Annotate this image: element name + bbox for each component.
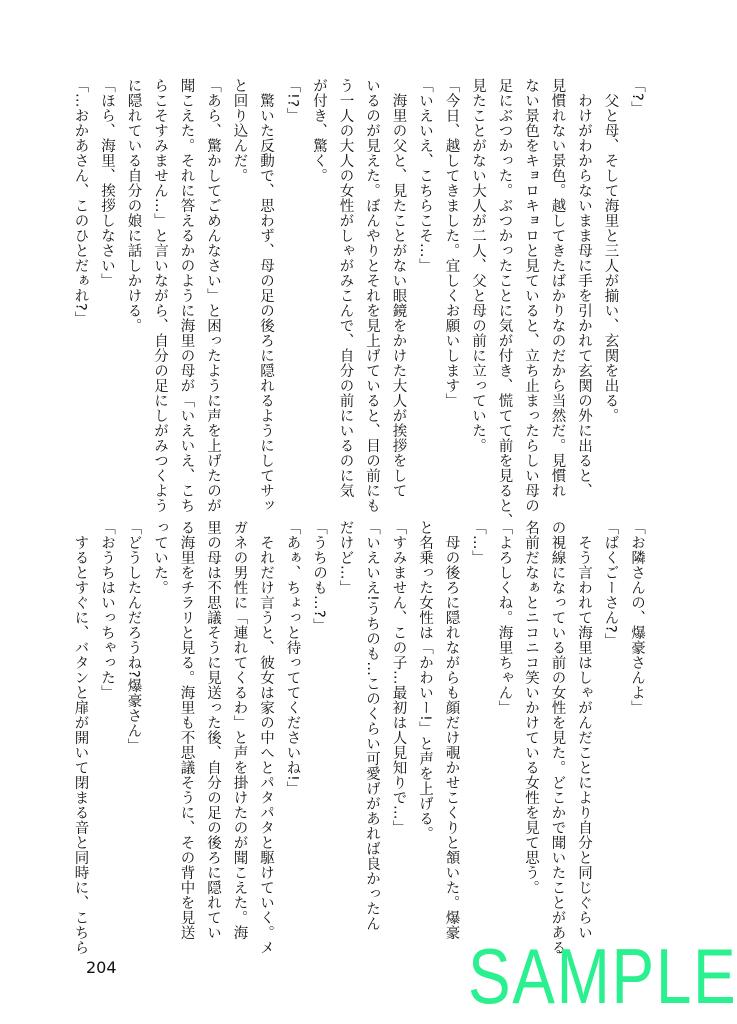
lower-text-line: ガネの男性に「連れてくるわ」と声を掛けたのが聞こえた。海 [231, 520, 248, 940]
lower-text-line: 「おうちはいっちゃった」 [99, 520, 115, 700]
lower-text-line: するとすぐに、バタンと扉が開いて閉まる音と同時に、こちら [72, 520, 89, 955]
upper-text-line: 驚いた反動で、思わず、母の足の後ろに隠れるようにしてサッ [258, 78, 274, 513]
upper-text-line: 「今日、越してきました。宜しくお願いします」 [443, 78, 460, 408]
lower-text-line: 「いえいえ!うちのも…このくらい可愛げがあれば良かったん [364, 520, 380, 932]
lower-text-line: る海里をチラリと見る。海里も不思議そうに、その背中を見送 [178, 520, 195, 940]
upper-text-line: 見慣れない景色。越してきたばかりなのだから当然だ。見慣れ [549, 78, 566, 498]
upper-text-line: ない景色をキョロキョロと見ていると、立ち止まったらしい母の [523, 78, 539, 513]
upper-text-line: 「いえいえ、こちらこそ…」 [417, 78, 433, 273]
upper-text-line: 「ほら、海里、挨拶しなさい」 [99, 78, 115, 288]
lower-text-line: っていた。 [152, 520, 168, 595]
text-block-lower [72, 520, 650, 955]
upper-text-line: 「あら、驚かしてごめんなさい」と困ったように声を上げたのが [205, 78, 221, 513]
text-block-upper [72, 78, 650, 528]
lower-text-line: 母の後ろに隠れながらも顔だけ覗かせこくりと頷いた。爆豪 [443, 520, 460, 940]
lower-text-line: と名乗った女性は「かわいー!」と声を上げる。 [417, 520, 433, 842]
lower-text-line: だけど…」 [337, 520, 354, 595]
upper-text-line: 海里の父と、見たことがない眼鏡をかけた大人が挨拶をして [390, 78, 407, 498]
lower-text-line: 名前だなぁとニコニコ笑いかけている女性を見て思う。 [523, 520, 539, 895]
upper-text-line: わけがわからないまま母に手を引かれて玄関の外に出ると、 [576, 78, 592, 498]
page-number: 204 [86, 958, 117, 977]
lower-text-line: そう言われて海里はしゃがんだことにより自分と同じぐらい [576, 520, 592, 940]
upper-text-line: 「…おかあさん、このひとだぁれ?」 [72, 78, 89, 327]
upper-text-line: 見たことがない大人が二人、父と母の前に立っていた。 [470, 78, 486, 453]
upper-text-line: 聞こえた。それに答えるかのように海里の母が「いえいえ、こち [178, 78, 195, 513]
lower-text-line: それだけ言うと、彼女は家の中へとパタパタと駆けていく。メ [258, 520, 274, 955]
upper-text-line: 「?」 [629, 78, 645, 117]
lower-text-line: 「よろしくね。海里ちゃん」 [496, 520, 513, 715]
upper-text-line: と回り込んだ。 [231, 78, 248, 183]
lower-text-line: 「お隣さんの、爆豪さんよ」 [629, 520, 645, 715]
lower-text-line: 「うちのも…?」 [311, 520, 327, 634]
upper-text-line: う一人の大人の女性がしゃがみこんで、自分の前にいるのに気 [337, 78, 354, 498]
lower-text-line: の視線になっている前の女性を見た。どこかで聞いたことがある [549, 520, 566, 955]
upper-text-line: らこそすみません…」と言いながら、自分の足にしがみつくよう [152, 78, 168, 513]
lower-text-line: 「ばくごーさん?」 [602, 520, 619, 649]
upper-text-line: いるのが見えた。ぼんやりとそれを見上げていると、目の前にも [364, 78, 380, 513]
upper-text-line: 足にぶつかった。ぶつかったことに気が付き、慌てて前を見ると、 [496, 78, 513, 528]
lower-text-line: 「あぁ、ちょっと待っててくださいね!」 [284, 520, 301, 797]
upper-text-line: 父と母、そして海里と三人が揃い、玄関を出る。 [602, 78, 619, 423]
upper-text-line: に隠れている自分の娘に話しかける。 [125, 78, 142, 333]
upper-text-line: が付き、驚く。 [311, 78, 327, 183]
sample-watermark: SAMPLE [468, 932, 737, 1020]
lower-text-line: 「どうしたんだろうね?爆豪さん」 [125, 520, 142, 754]
lower-text-line: 里の母は不思議そうに見送った後、自分の足の後ろに隠れてい [205, 520, 221, 940]
upper-text-line: 「!?」 [284, 78, 301, 123]
lower-text-line: 「すみません、この子…最初は人見知りで…」 [390, 520, 407, 835]
lower-text-line: 「…」 [470, 520, 486, 565]
